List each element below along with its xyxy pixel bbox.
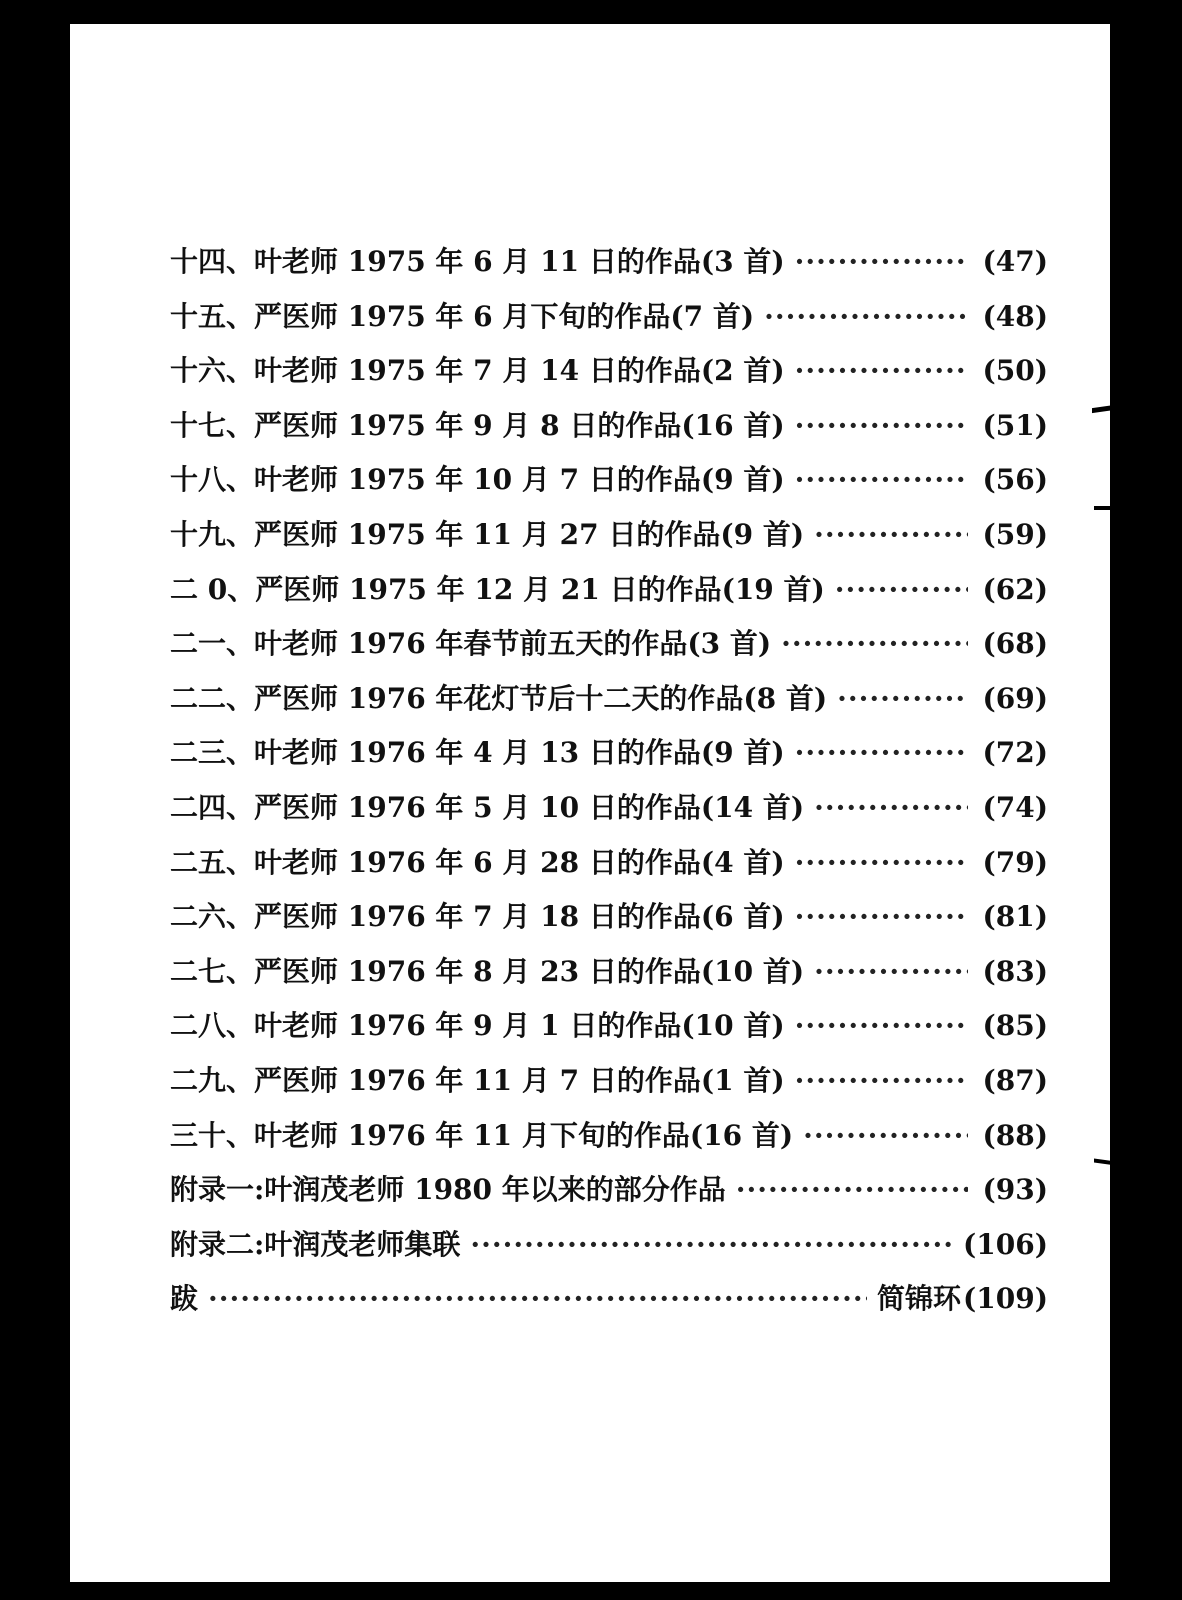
toc-entry-page: (56) <box>982 463 1048 497</box>
toc-entry <box>170 458 1048 513</box>
toc-entry-page: (74) <box>982 790 1048 824</box>
toc-entry <box>170 1168 1048 1223</box>
toc-entry-title: 二八、叶老师 1976 年 9 月 1 日的作品(10 首) <box>170 1009 785 1043</box>
dot-leader <box>795 245 968 278</box>
toc-entry-page: (48) <box>982 299 1048 333</box>
toc-entry-page: (72) <box>982 736 1048 770</box>
toc-entry-title: 二三、叶老师 1976 年 4 月 13 日的作品(9 首) <box>170 736 785 770</box>
dot-leader <box>208 1282 867 1315</box>
toc-entry-page: (109) <box>963 1282 1048 1316</box>
toc-entry-title: 二二、严医师 1976 年花灯节后十二天的作品(8 首) <box>170 681 828 715</box>
toc-entry <box>170 1114 1048 1169</box>
toc-entry <box>170 841 1048 896</box>
dot-leader <box>795 736 968 769</box>
toc-entry-page: (69) <box>982 681 1048 715</box>
toc-entry <box>170 677 1048 732</box>
toc-entry <box>170 240 1048 295</box>
dot-leader <box>795 1064 968 1097</box>
toc-entry <box>170 1004 1048 1059</box>
toc-entry <box>170 1277 1048 1332</box>
toc-entry <box>170 950 1048 1005</box>
toc-entry-title: 十七、严医师 1975 年 9 月 8 日的作品(16 首) <box>170 408 785 442</box>
toc-entry-page: (93) <box>982 1173 1048 1207</box>
dot-leader <box>835 573 968 606</box>
dot-leader <box>781 627 968 660</box>
scan-artifact <box>1094 506 1116 510</box>
dot-leader <box>795 1009 968 1042</box>
toc-entry <box>170 295 1048 350</box>
toc-entry-title: 十四、叶老师 1975 年 6 月 11 日的作品(3 首) <box>170 245 785 278</box>
toc-entry <box>170 513 1048 568</box>
toc-entry-page: (59) <box>982 517 1048 551</box>
toc-entry-title: 十六、叶老师 1975 年 7 月 14 日的作品(2 首) <box>170 354 785 388</box>
toc-entry-page: (106) <box>963 1227 1048 1261</box>
toc-entry <box>170 786 1048 841</box>
dot-leader <box>795 900 968 933</box>
toc-entry <box>170 404 1048 459</box>
dot-leader <box>814 518 968 551</box>
toc-entry-title: 十九、严医师 1975 年 11 月 27 日的作品(9 首) <box>170 517 805 551</box>
toc-entry-title: 二五、叶老师 1976 年 6 月 28 日的作品(4 首) <box>170 845 785 879</box>
dot-leader <box>764 300 968 333</box>
document-page <box>70 24 1110 1582</box>
dot-leader <box>795 409 968 442</box>
toc-entry <box>170 568 1048 623</box>
toc-entry-title: 二九、严医师 1976 年 11 月 7 日的作品(1 首) <box>170 1063 785 1097</box>
toc-entry-page: (62) <box>982 572 1048 606</box>
table-of-contents <box>170 240 1048 1332</box>
toc-entry-title: 二七、严医师 1976 年 8 月 23 日的作品(10 首) <box>170 954 805 988</box>
toc-entry-page: (81) <box>982 900 1048 934</box>
toc-entry <box>170 622 1048 677</box>
dot-leader <box>795 846 968 879</box>
toc-entry <box>170 1223 1048 1278</box>
dot-leader <box>470 1228 953 1261</box>
toc-entry-title: 三十、叶老师 1976 年 11 月下旬的作品(16 首) <box>170 1118 794 1152</box>
dot-leader <box>795 354 968 387</box>
toc-entry-title: 二六、严医师 1976 年 7 月 18 日的作品(6 首) <box>170 900 785 934</box>
toc-entry-title: 十八、叶老师 1975 年 10 月 7 日的作品(9 首) <box>170 463 785 497</box>
toc-entry-title: 二一、叶老师 1976 年春节前五天的作品(3 首) <box>170 627 772 661</box>
toc-entry-page: (68) <box>982 627 1048 661</box>
toc-entry-page: (83) <box>982 954 1048 988</box>
dot-leader <box>814 955 968 988</box>
dot-leader <box>837 682 968 715</box>
toc-entry-page: (88) <box>982 1118 1048 1152</box>
toc-entry <box>170 731 1048 786</box>
dot-leader <box>795 463 968 496</box>
toc-entry <box>170 349 1048 404</box>
toc-entry <box>170 1059 1048 1114</box>
dot-leader <box>803 1119 968 1152</box>
dot-leader <box>736 1173 968 1206</box>
toc-entry-title: 跋 <box>170 1282 199 1316</box>
toc-entry-author: 简锦环 <box>877 1282 962 1316</box>
dot-leader <box>814 791 968 824</box>
toc-entry-page: (85) <box>982 1009 1048 1043</box>
toc-entry-page: (79) <box>982 845 1048 879</box>
toc-entry-title: 二四、严医师 1976 年 5 月 10 日的作品(14 首) <box>170 790 805 824</box>
toc-entry <box>170 895 1048 950</box>
toc-entry-page: (51) <box>982 408 1048 442</box>
toc-entry-title: 附录一:叶润茂老师 1980 年以来的部分作品 <box>170 1173 726 1207</box>
toc-entry-page: (47) <box>982 245 1048 278</box>
toc-entry-page: (87) <box>982 1063 1048 1097</box>
toc-entry-title: 十五、严医师 1975 年 6 月下旬的作品(7 首) <box>170 299 755 333</box>
toc-entry-page: (50) <box>982 354 1048 388</box>
toc-entry-title: 二 0、严医师 1975 年 12 月 21 日的作品(19 首) <box>170 572 825 606</box>
toc-entry-title: 附录二:叶润茂老师集联 <box>170 1227 461 1261</box>
